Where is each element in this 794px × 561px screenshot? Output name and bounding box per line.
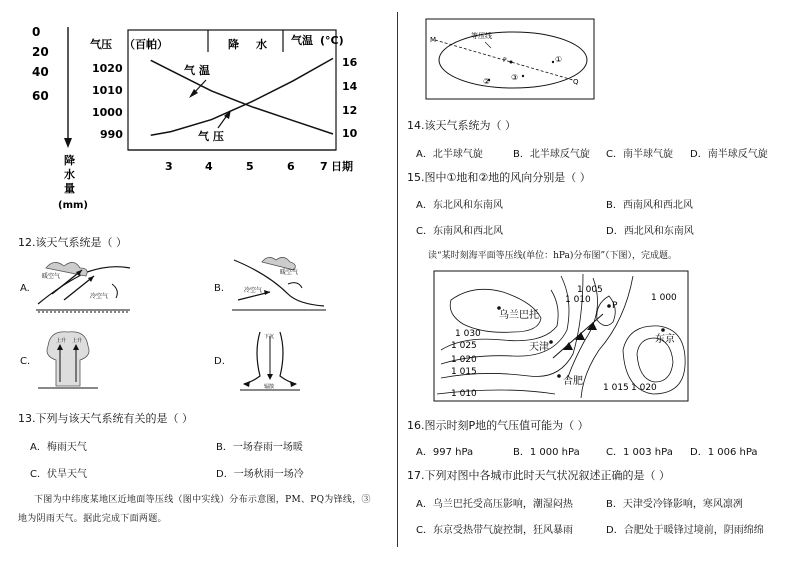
svg-text:辐散: 辐散 (264, 384, 275, 390)
q12-diagram-d[interactable] (240, 326, 300, 392)
svg-text:冷空气: 冷空气 (90, 293, 109, 300)
temp-title: 气温 (291, 34, 313, 47)
header-label-2: 水 (256, 38, 267, 51)
rain-tick: 0 (32, 25, 41, 39)
rain-title-2: 水 (64, 168, 75, 181)
svg-text:暖空气: 暖空气 (280, 269, 299, 276)
svg-text:1 020: 1 020 (631, 383, 657, 393)
temp-unit: (°C) (320, 34, 344, 47)
q14-option-b[interactable]: B．北半球反气旋 (513, 149, 590, 160)
passage1-line1: 下图为中纬度某地区近地面等压线（图中实线）分布示意图，PM、PQ为锋线，③ (34, 495, 371, 505)
q12-stem: 12.该天气系统是（ ） (18, 236, 127, 249)
svg-text:P: P (612, 301, 618, 311)
q16-option-a[interactable]: A．997 hPa (416, 447, 474, 458)
svg-text:冷空气: 冷空气 (244, 287, 263, 294)
pressure-curve-label: 气 压 (198, 130, 224, 143)
temp-tick: 12 (342, 104, 358, 117)
column-divider (397, 12, 398, 547)
svg-text:1 020: 1 020 (451, 355, 477, 365)
svg-text:M: M (430, 36, 437, 44)
q14-stem: 14.该天气系统为（ ） (407, 119, 516, 132)
svg-text:①: ① (555, 55, 563, 64)
svg-text:东京: 东京 (655, 334, 675, 345)
q17-option-b[interactable]: B．天津受冷锋影响，寒风凛冽 (606, 499, 743, 510)
svg-text:1 015: 1 015 (603, 383, 629, 393)
rain-title-3: 量 (64, 182, 75, 195)
q15-option-b[interactable]: B．西南风和西北风 (606, 200, 693, 211)
x-tick: 3 (165, 160, 173, 173)
q15-option-d[interactable]: D．西北风和东南风 (606, 226, 694, 237)
svg-text:1 005: 1 005 (577, 285, 603, 295)
q15-stem: 15.图中①地和②地的风向分别是（ ） (407, 171, 591, 184)
q16-stem: 16.图示时刻P地的气压值可能为（ ） (407, 419, 589, 432)
svg-text:下沉: 下沉 (264, 334, 275, 340)
temperature-curve-label: 气 温 (184, 64, 210, 77)
pressure-curve (151, 60, 333, 134)
svg-text:1 030: 1 030 (455, 329, 481, 339)
q14-option-c[interactable]: C．南半球气旋 (606, 149, 673, 160)
q12-diagram-a[interactable] (32, 254, 132, 316)
isobar-map (433, 270, 689, 402)
q13-option-c[interactable]: C．伏旱天气 (30, 469, 87, 480)
q17-option-a[interactable]: A．乌兰巴托受高压影响，潮湿闷热 (416, 499, 573, 510)
q16-option-c[interactable]: C．1 003 hPa (606, 447, 673, 458)
temp-tick: 16 (342, 56, 358, 69)
q14-option-a[interactable]: A．北半球气旋 (416, 149, 483, 160)
pressure-unit: （百帕） (124, 38, 168, 51)
pressure-tick: 1000 (92, 106, 123, 119)
rain-unit: (mm) (58, 200, 88, 211)
svg-text:③: ③ (511, 73, 519, 82)
x-axis-title: 日期 (331, 160, 353, 173)
q12-option-b-letter[interactable]: B. (214, 283, 225, 294)
x-tick: 4 (205, 160, 213, 173)
q12-diagram-c[interactable] (38, 326, 98, 392)
q17-option-d[interactable]: D．合肥处于暖锋过境前，阴雨绵绵 (606, 525, 764, 536)
svg-text:1 010: 1 010 (451, 389, 477, 399)
header-label-1: 降 (228, 38, 239, 51)
svg-text:1 010: 1 010 (565, 295, 591, 305)
rain-tick: 40 (32, 65, 49, 79)
q15-option-a[interactable]: A．东北风和东南风 (416, 200, 503, 211)
rain-tick: 20 (32, 45, 49, 59)
svg-text:1 025: 1 025 (451, 341, 477, 351)
x-tick: 6 (287, 160, 295, 173)
q12-option-d-letter[interactable]: D. (214, 356, 225, 367)
rain-title-1: 降 (64, 154, 75, 167)
q13-option-d[interactable]: D．一场秋雨一场冷 (216, 469, 304, 480)
svg-text:P: P (503, 57, 507, 64)
cloud-icon (47, 332, 89, 386)
pressure-tick: 1010 (92, 84, 123, 97)
passage2: 读“某时刻海平面等压线(单位：hPa)分布图”（下图），完成题。 (428, 251, 678, 261)
svg-text:天津: 天津 (529, 342, 549, 353)
q13-option-a[interactable]: A．梅雨天气 (30, 442, 87, 453)
svg-text:合肥: 合肥 (563, 376, 583, 387)
q17-stem: 17.下列对图中各城市此时天气状况叙述正确的是（ ） (407, 469, 670, 482)
svg-text:1 000: 1 000 (651, 293, 677, 303)
isobar-diagram (425, 18, 595, 100)
temp-tick: 10 (342, 127, 358, 140)
q12-option-a-letter[interactable]: A. (20, 283, 30, 294)
svg-text:暖空气: 暖空气 (42, 273, 61, 280)
svg-text:②: ② (483, 77, 491, 86)
pressure-title: 气压 (90, 38, 112, 51)
svg-text:1 015: 1 015 (451, 367, 477, 377)
pressure-tick: 1020 (92, 62, 123, 75)
q17-option-c[interactable]: C．东京受热带气旋控制，狂风暴雨 (416, 525, 573, 536)
pressure-tick: 990 (100, 128, 123, 141)
q16-option-d[interactable]: D．1 006 hPa (690, 447, 758, 458)
svg-text:上升: 上升 (72, 338, 83, 344)
x-tick: 7 (320, 160, 328, 173)
q13-stem: 13.下列与该天气系统有关的是（ ） (18, 412, 193, 425)
svg-text:上升: 上升 (56, 338, 67, 344)
q12-option-c-letter[interactable]: C. (20, 356, 31, 367)
temperature-curve (151, 58, 333, 135)
svg-text:乌兰巴托: 乌兰巴托 (499, 310, 539, 321)
passage1-line2: 地为阴雨天气。据此完成下面两题。 (18, 514, 167, 524)
q13-option-b[interactable]: B．一场春雨一场暖 (216, 442, 303, 453)
svg-text:Q: Q (573, 78, 579, 86)
q15-option-c[interactable]: C．东南风和西北风 (416, 226, 503, 237)
weather-chart (28, 22, 368, 217)
rain-axis-arrow (64, 138, 72, 148)
x-tick: 5 (246, 160, 254, 173)
q12-diagram-b[interactable] (228, 254, 328, 316)
temp-tick: 14 (342, 80, 358, 93)
q16-option-b[interactable]: B．1 000 hPa (513, 447, 580, 458)
q14-option-d[interactable]: D．南半球反气旋 (690, 149, 768, 160)
rain-tick: 60 (32, 89, 49, 103)
svg-text:等压线: 等压线 (471, 32, 492, 40)
